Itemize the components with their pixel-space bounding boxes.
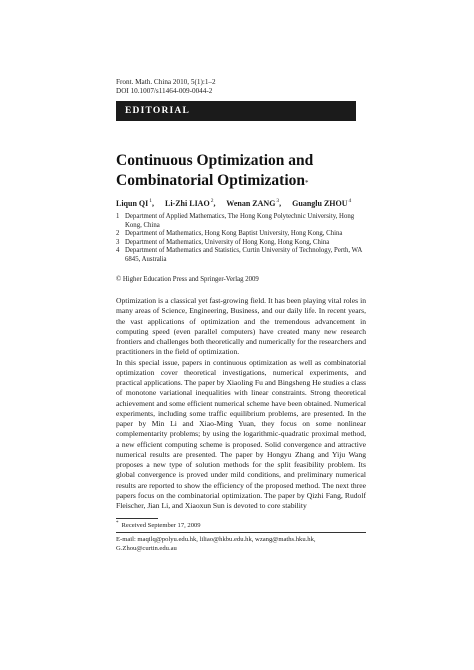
author: Liqun $QI^1$, bbox=[116, 198, 154, 208]
affiliation bbox=[116, 247, 366, 264]
affiliation-number: 4 bbox=[116, 247, 120, 255]
title-line-2-text: Combinatorial Optimization bbox=[116, 172, 306, 189]
paragraph: In this special issue, papers in continuous optimization as well as combinatorial optimization cover theoretical investigations, numerical experiments, and practical applications. The paper by Xiaoling Fu and Bingsheng He studies a class of monotone variational inequalities with linear constraints. Strong theoretical achievement and some efficient numerical scheme have been obtained. Numerical experiments, including some traffic equilibrium problems, are presented. In the paper by Min Li and Xiao-Ming Yuan, they focus on some nonlinear complementarity problems; by using the logarithmic-quadratic proximal method, a new efficient computing scheme is proposed. Solid convergence and attractive numerical results are presented. The paper by Hongyu Zhang and Yiju Wang proposes a new type of solution methods for the split feasibility problem. Its global convergence is proved under mild conditions, and preliminary numerical results are reported to show the efficiency of the proposed method. The next three papers focus on the combinatorial optimization. The paper by Qizhi Fang, Rudolf Fleischer, Jian Li, and Xiaoxun Sun is devoted to core stability bbox=[116, 357, 366, 510]
affiliation-number: 3 bbox=[116, 238, 120, 246]
title-footnote-marker: * bbox=[305, 179, 309, 187]
author-list bbox=[116, 198, 360, 208]
email-line: G.Zhou@curtin.edu.au bbox=[116, 545, 177, 552]
affiliation-text: Department of Applied Mathematics, The Hong Kong Polytechnic University, Hong Kong, China bbox=[125, 213, 355, 229]
paragraph: Optimization is a classical yet fast-growing field. It has been playing vital roles in many areas of Science, Engineering, Business, and our daily life. In recent years, the vast applications of optimization and the tremendous advancement in computing speed (even parallel computers) have created many new research frontiers and challenges both theoretically and numerically for the researchers and practitioners in the field of optimization. bbox=[116, 296, 366, 357]
body-text bbox=[116, 296, 366, 511]
email-divider bbox=[116, 532, 366, 533]
author-name: Li-Zhi LIAO bbox=[165, 198, 210, 208]
affiliation-list bbox=[116, 213, 366, 265]
doi-line: DOI 10.1007/s11464-009-0044-2 bbox=[116, 87, 213, 95]
author bbox=[292, 199, 351, 208]
footnote-text: Received September 17, 2009 bbox=[121, 522, 201, 530]
email-line: E-mail: maqilq@polyu.edu.hk, liliao@hkbu.edu.hk, wzang@maths.hku.hk, bbox=[116, 536, 316, 543]
journal-reference bbox=[116, 78, 216, 96]
author: Wenan ZANG$^3$, bbox=[226, 198, 282, 208]
footnote-divider bbox=[116, 518, 158, 519]
author-name: Wenan ZANG bbox=[226, 198, 276, 208]
copyright-notice: © Higher Education Press and Springer-Verlag 2009 bbox=[116, 276, 259, 283]
affiliation bbox=[116, 239, 366, 248]
affiliation-text: Department of Mathematics and Statistics, Curtin University of Technology, Perth, WA 6845, Australia bbox=[125, 247, 362, 263]
author-affil-marker: 4 bbox=[348, 198, 352, 204]
author-affil-marker: 2 bbox=[210, 198, 214, 204]
affiliation-number: 1 bbox=[116, 213, 120, 220]
title-line-2 bbox=[116, 171, 436, 191]
affiliation-text: Department of Mathematics, Hong Kong Baptist University, Hong Kong, China bbox=[125, 230, 343, 238]
email-block bbox=[116, 535, 376, 553]
paper-title bbox=[116, 151, 436, 191]
author-name: Guanglu ZHOU bbox=[292, 198, 348, 208]
received-footnote bbox=[116, 521, 201, 529]
section-label-bar bbox=[116, 101, 356, 121]
footnote-marker: * bbox=[116, 521, 119, 526]
author-affil-marker: 1 bbox=[149, 198, 152, 204]
affiliation bbox=[116, 213, 366, 230]
title-line-1: Continuous Optimization and bbox=[116, 152, 314, 169]
author-affil-marker: 3 bbox=[276, 198, 280, 204]
journal-citation: Front. Math. China 2010, 5(1):1–2 bbox=[116, 78, 216, 86]
affiliation-text: Department of Mathematics, University of Hong Kong, Hong Kong, China bbox=[125, 238, 330, 246]
affiliation bbox=[116, 230, 366, 239]
section-label: EDITORIAL bbox=[125, 106, 191, 116]
author: Li-Zhi LIAO$^2$, bbox=[165, 198, 216, 208]
author-name: Liqun QI bbox=[116, 198, 149, 208]
affiliation-number: 2 bbox=[116, 230, 120, 238]
